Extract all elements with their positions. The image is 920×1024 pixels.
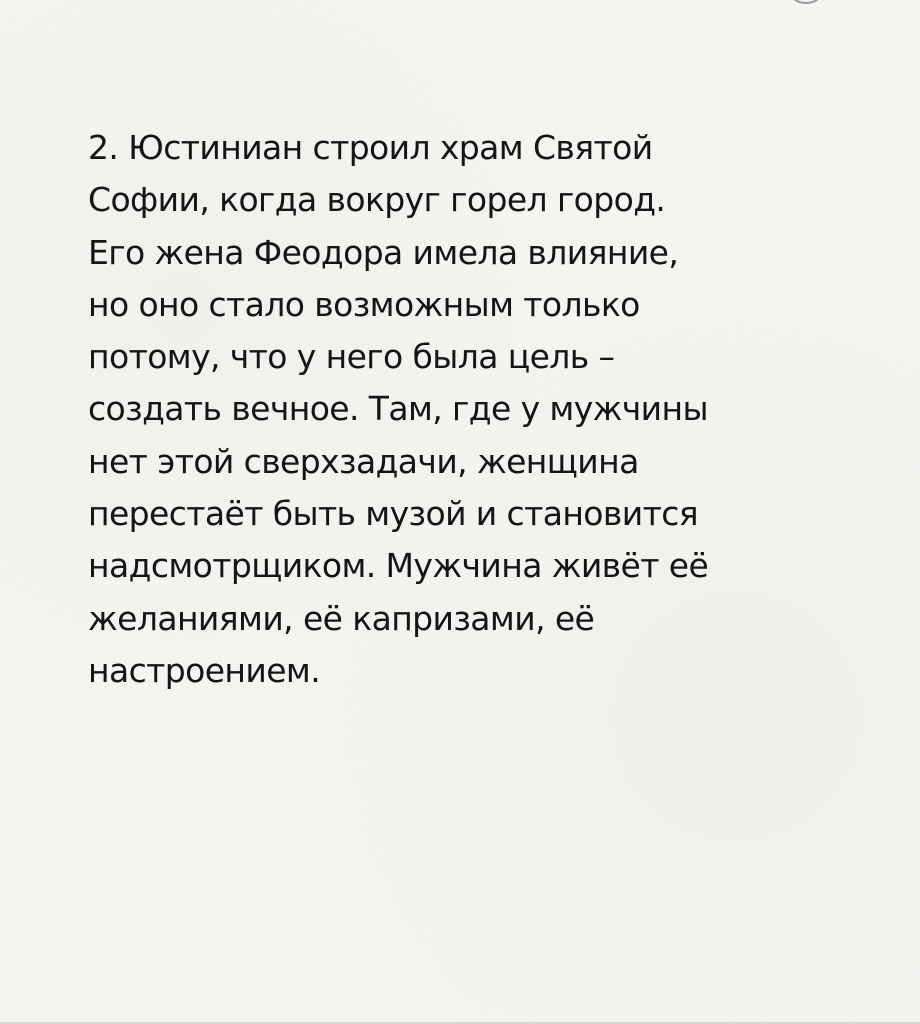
text-line: но оно стало возможным только [88, 284, 640, 324]
body-paragraph [88, 122, 848, 697]
text-line: создать вечное. Там, где у мужчины [88, 389, 708, 429]
text-line: Софии, когда вокруг горел город. [88, 180, 666, 220]
text-line: Его жена Феодора имела влияние, [88, 232, 679, 272]
text-line: перестаёт быть музой и становится [88, 494, 699, 534]
text-line: надсмотрщиком. Мужчина живёт её [88, 546, 709, 586]
text-line: настроением. [88, 650, 321, 690]
text-line: желаниями, её капризами, её [88, 598, 595, 638]
text-line: нет этой сверхзадачи, женщина [88, 441, 639, 481]
text-line: 2. Юстиниан строил храм Святой [88, 128, 653, 167]
text-line: потому, что у него была цель – [88, 337, 615, 377]
corner-circle-icon [785, 0, 827, 4]
